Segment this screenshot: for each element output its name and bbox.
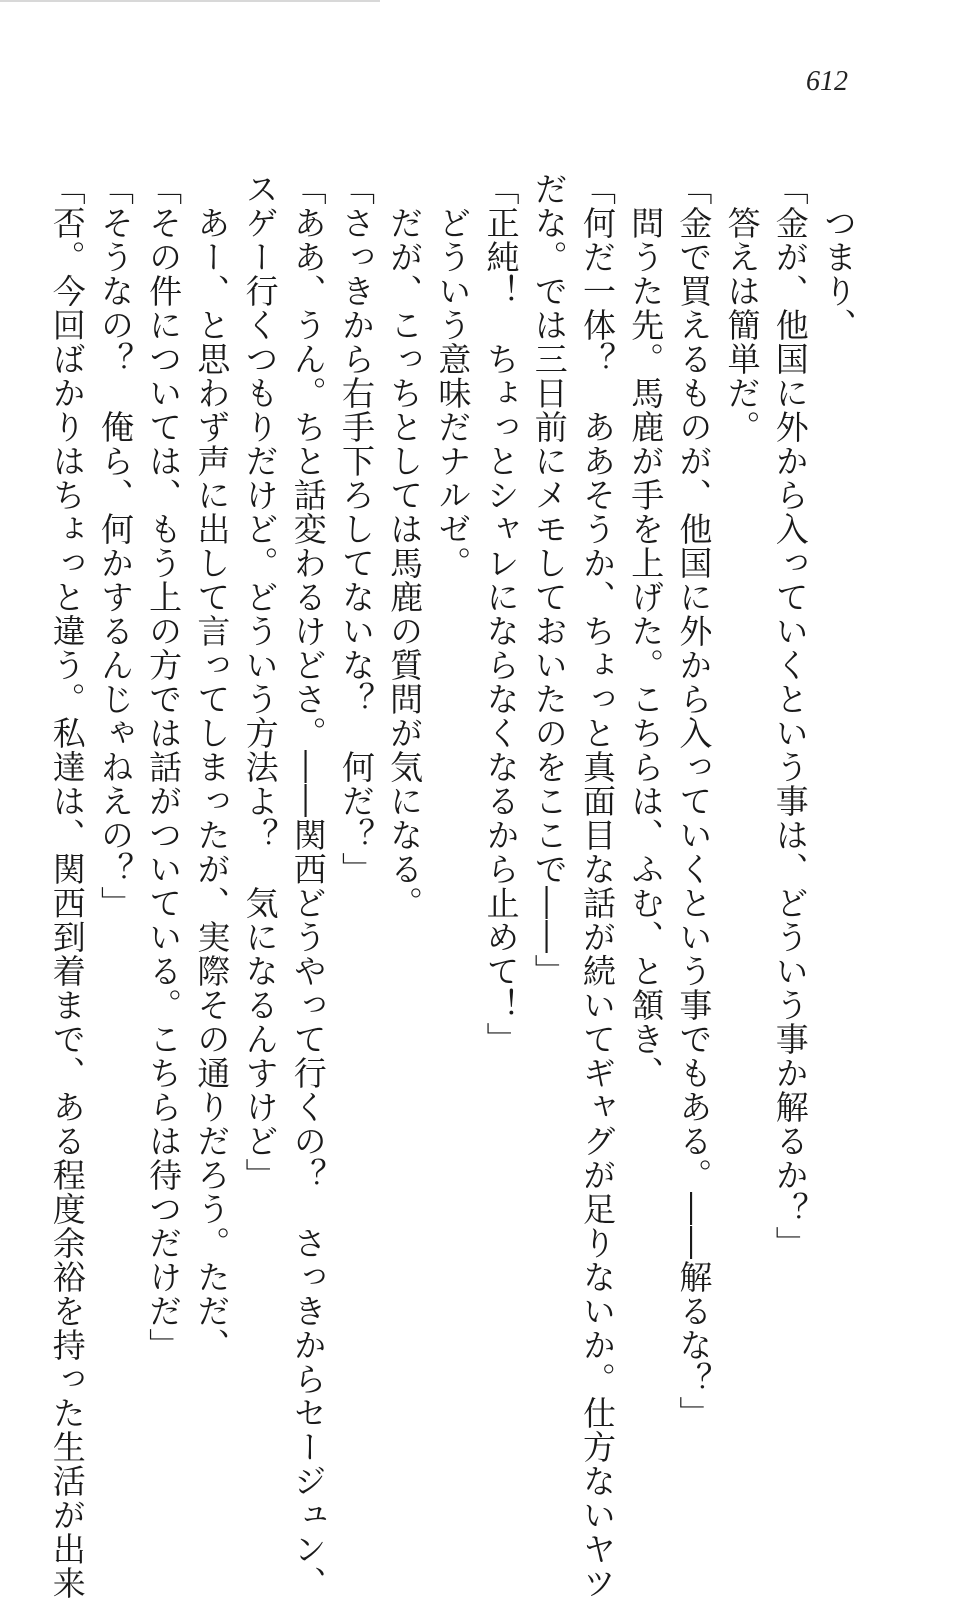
text-line: 答えは簡単だ。 [722, 172, 762, 444]
text-line: スゲー行くつもりだけど。どういう方法よ？ 気になるんすけど」 [240, 172, 280, 1192]
text-line: だな。では三日前にメモしておいたのをここで――」 [529, 172, 569, 988]
scan-edge-line [0, 0, 380, 2]
text-line: 「さっきから右手下ろしてないな？ 何だ？」 [336, 172, 376, 886]
text-line: どういう意味だナルゼ。 [433, 172, 473, 580]
text-line: つまり、 [819, 172, 858, 342]
text-line: 「ああ、うん。ちと話変わるけどさ。――関西どうやって行くの？ さっきからセージュン、 [288, 172, 328, 1600]
text-line: 「何だ一体？ ああそうか、ちょっと真面目な話が続いてギャグが足りないか。仕方ないヤツ [577, 172, 617, 1600]
text-line: 問うた先。馬鹿が手を上げた。こちらは、ふむ、と頷き、 [626, 172, 666, 1090]
text-line: 「金が、他国に外から入っていくという事は、どういう事か解るか？」 [770, 172, 810, 1260]
text-line: だが、こっちとしては馬鹿の質問が気になる。 [385, 172, 425, 920]
text-line: 「その件については、もう上の方では話がついている。こちらは待つだけだ」 [144, 172, 184, 1362]
text-line: 「否。今回ばかりはちょっと違う。私達は、関西到着まで、ある程度余裕を持った生活が出来 [47, 172, 87, 1600]
text-line: 「金で買えるものが、他国に外から入っていくという事でもある。――解るな？」 [674, 172, 714, 1430]
text-line: 「そうなの？ 俺ら、何かするんじゃねえの？」 [95, 172, 135, 920]
vertical-text-block [43, 172, 862, 1600]
page-number: 612 [806, 66, 848, 97]
text-line: あー、と思わず声に出して言ってしまったが、実際その通りだろう。ただ、 [192, 172, 232, 1362]
text-line: 「正純！ ちょっとシャレにならなくなるから止めて！」 [481, 172, 521, 1056]
